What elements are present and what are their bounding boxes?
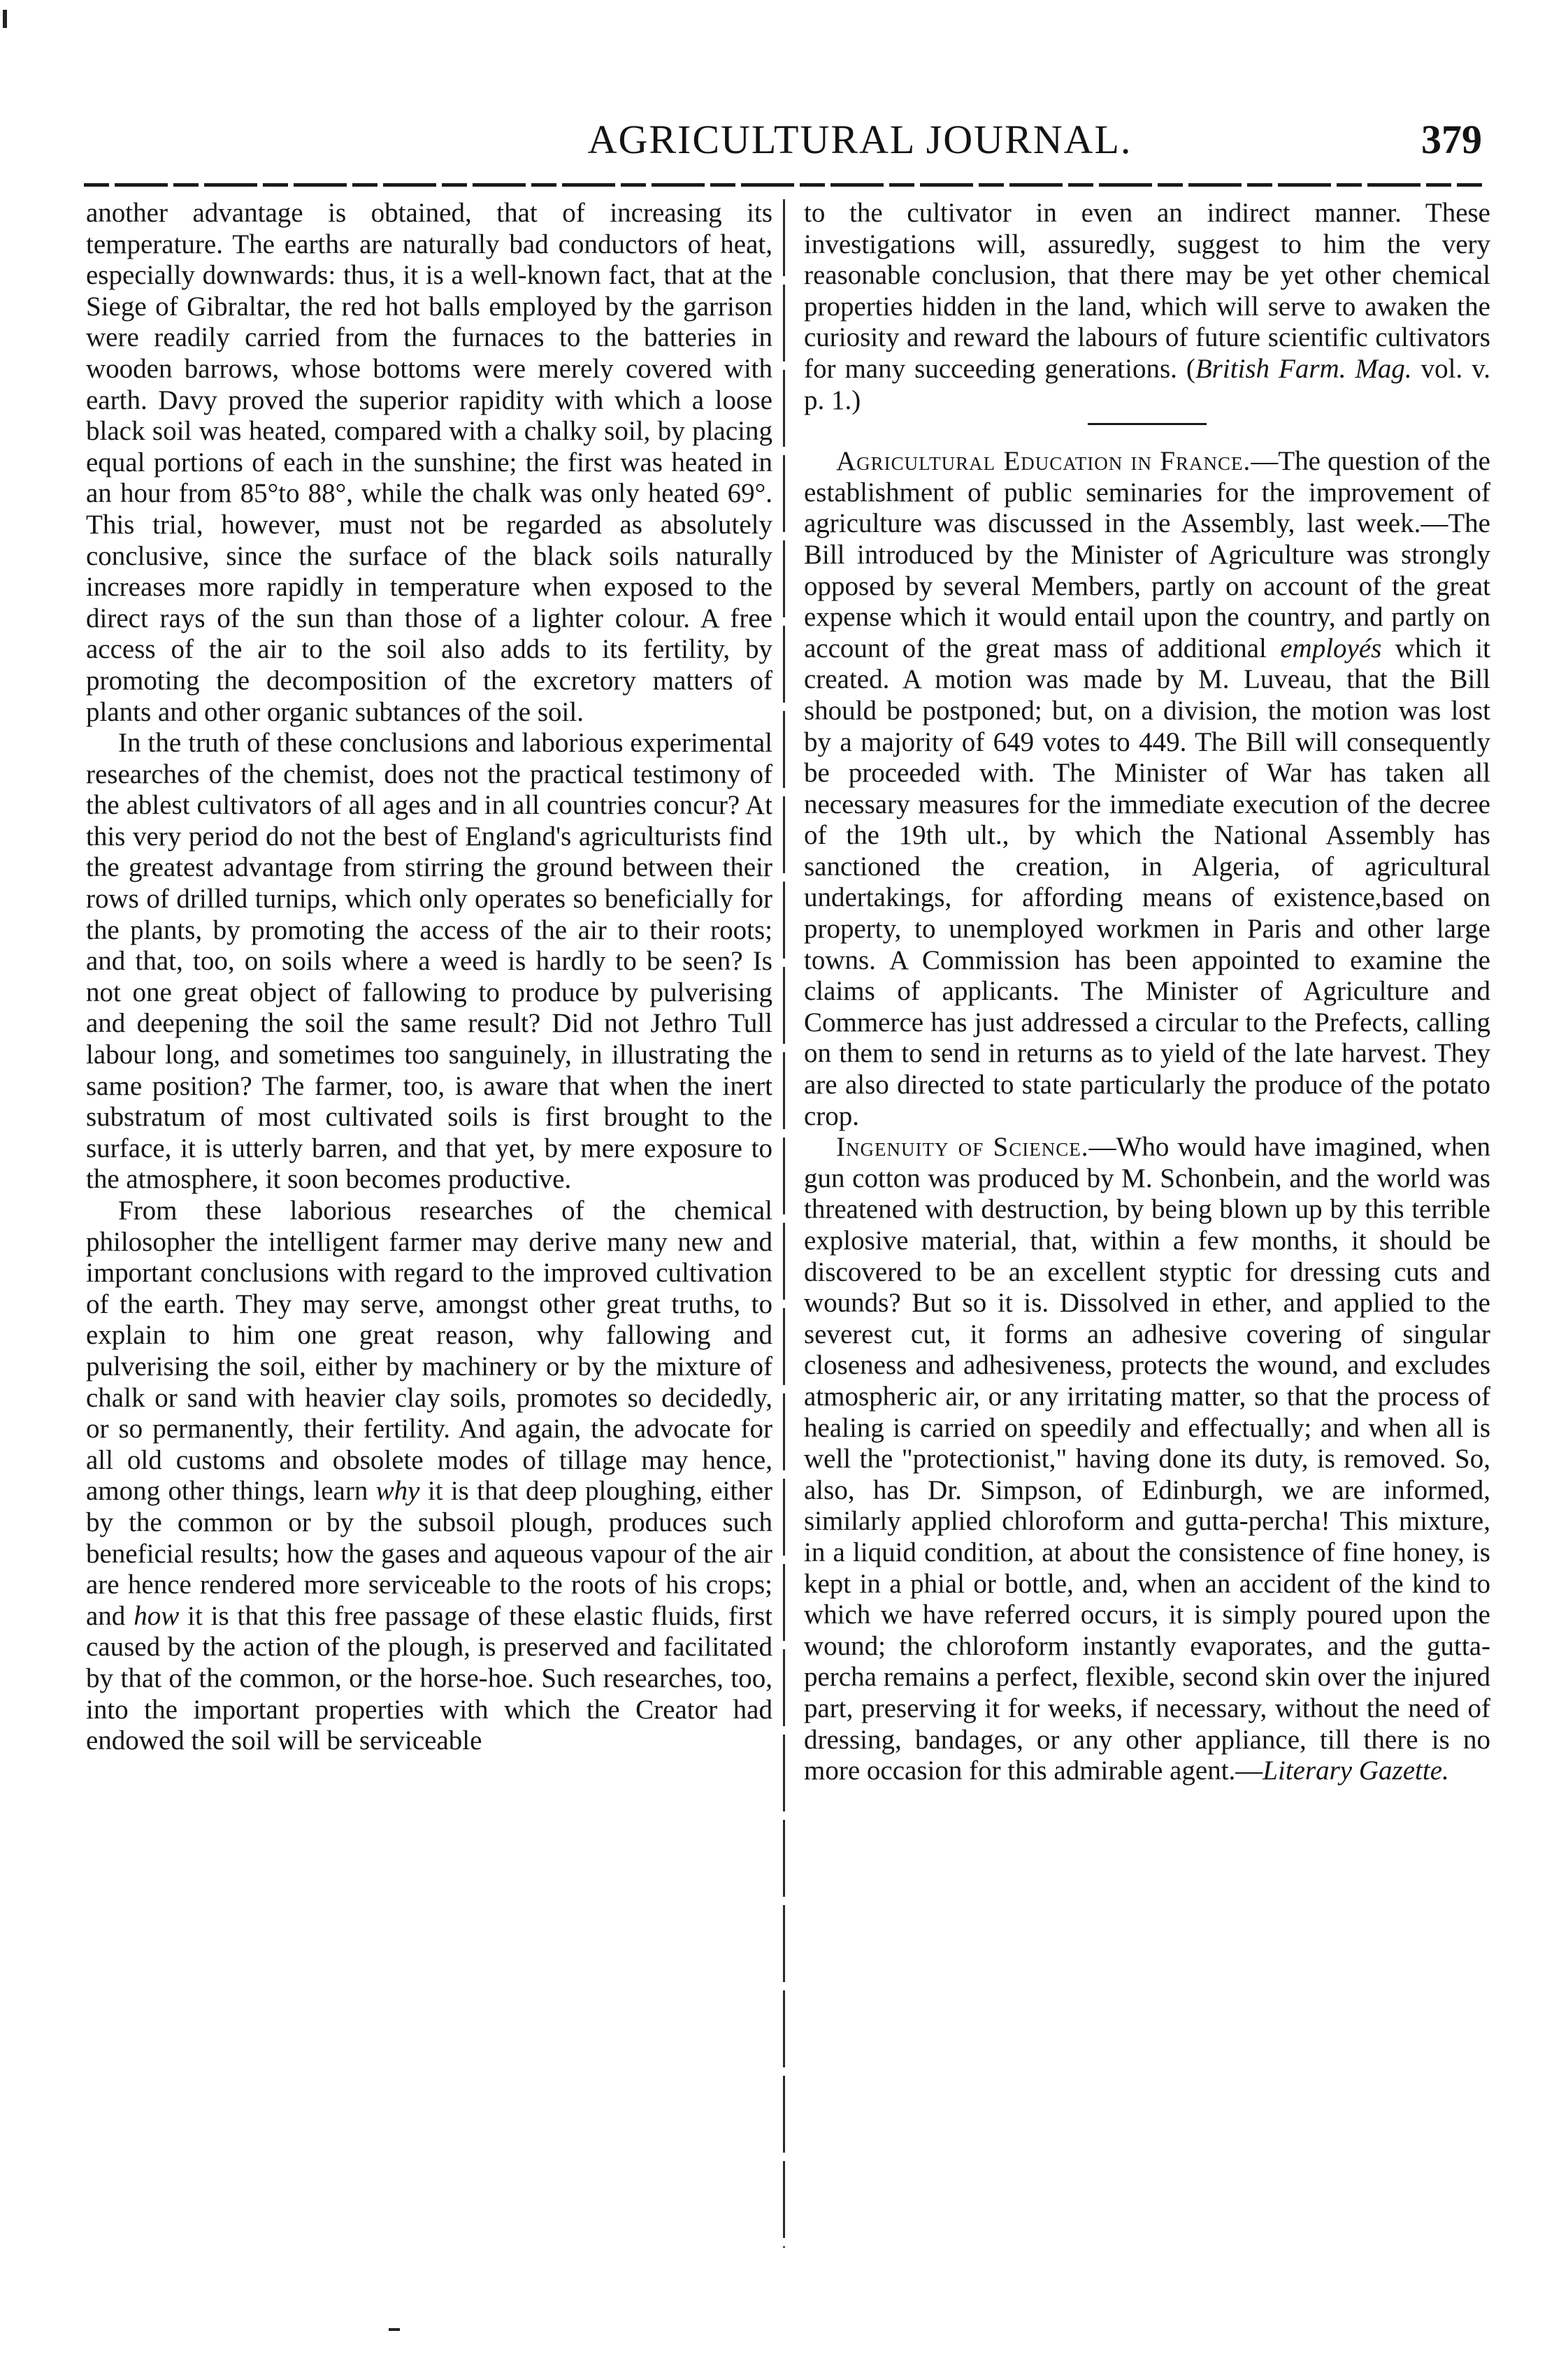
text-run: —Who would have imagined, when gun cotton was produced by M. Schonbein, and the world was threatened with destruction, by being blown up by this terrible explosive material, that, within a few months, it should be discovered to be an excellent styptic for dressing cuts and wounds? But so it is. Dissolved in ether, and applied to the severest cut, it forms an adhesive covering of singular closeness and adhesiveness, protects the wound, and excludes atmospheric air, or any irritating matter, so that the process of healing is carried on speedily and effectually; and when all is well the "protectionist," having done its duty, is removed. So, also, has Dr. Simpson, of Edinburgh, we are informed, similarly applied chloroform and gutta-percha! This mixture, in a liquid condition, at about the consistence of fine honey, is kept in a phial or bottle, and, when an accident of the kind to which we have referred occurs, it is simply poured upon the wound; the chloroform instantly evaporates, and the gutta-percha remains a perfect, flexible, second skin over the injured part, preserving it for weeks, if necessary, without the need of dressing, bandages, or any other appliance, till there is no more occasion for this admirable agent.— — [804, 1132, 1491, 1786]
text-run: which it created. A motion was made by M. Luveau, that the Bill should be postponed; but, on a division, the motion was lost by a majority of 649 votes to 449. The Bill will consequently be proceeded with. The Minister of War has taken all necessary measures for the immediate execution of the decree of the 19th ult., by which the National Assembly has sanctioned the creation, in Algeria, of agricultural undertakings, for affording means of existence,based on property, to unemployed workmen in Paris and other large towns. A Commission has been appointed to examine the claims of applicants. The Minister of Agriculture and Commerce has just addressed a circular to the Prefects, calling on them to send in returns as to yield of the late harvest. They are also directed to state particularly the produce of the potato crop. — [804, 633, 1491, 1131]
emphasis-employes: employés — [1280, 633, 1382, 663]
left-paragraph-3 — [86, 1196, 772, 1757]
left-paragraph-2: In the truth of these conclusions and laborious experimental researches of the chemist, does not the practical testimony of the ablest cultivators of all ages and in all countries concur? At this very period do not the best of England's agriculturists find the greatest advantage from stirring the ground between their rows of drilled turnips, which only operates so beneficially for the plants, by promoting the access of the air to their roots; and that, too, on soils where a weed is hardly to be seen? Is not one great object of fallowing to produce by pulverising and deepening the soil the same result? Did not Jethro Tull labour long, and sometimes too sanguinely, in illustrating the same position? The farmer, too, is aware that when the inert substratum of most cultivated soils is first brought to the surface, it is utterly barren, and that yet, by mere exposure to the atmosphere, it soon becomes productive. — [86, 728, 772, 1195]
right-column — [804, 198, 1490, 1787]
citation-source: British Farm. Mag. — [1195, 353, 1412, 384]
left-column — [86, 198, 772, 1757]
page-edge-mark — [3, 10, 7, 28]
bottom-mark — [389, 2328, 400, 2331]
article-agricultural-education — [804, 446, 1490, 1132]
emphasis-why: why — [375, 1476, 420, 1507]
article-heading: Ingenuity of Science. — [836, 1132, 1089, 1163]
article-heading: Agricultural Education in France. — [836, 446, 1251, 477]
header-rule — [84, 183, 1482, 187]
emphasis-how: how — [134, 1600, 180, 1631]
right-paragraph-1 — [804, 198, 1490, 416]
running-head — [84, 115, 1482, 164]
text-run: vol. v. p. 1.) — [804, 353, 1490, 415]
text-run: From these laborious researches of the chemical philosopher the intelligent farmer may derive many new and important conclusions with regard to the improved cultivation of the earth. They may serve, amongst other great truths, to explain to him one great reason, why fallowing and pulverising the soil, either by machinery or by the mixture of chalk or sand with heavier clay soils, promotes so decidedly, or so permanently, their fertility. And again, the advocate for all old customs and obsolete modes of tillage may hence, among other things, learn — [86, 1196, 772, 1507]
page-number: 379 — [1421, 117, 1482, 162]
left-paragraph-1: another advantage is obtained, that of increasing its temperature. The earths are naturally bad conductors of heat, especially downwards: thus, it is a well-known fact, that at the Siege of Gibraltar, the red hot balls employed by the garrison were readily carried from the furnaces to the batteries in wooden barrows, whose bottoms were merely covered with earth. Davy proved the superior rapidity with which a loose black soil was heated, compared with a chalky soil, by placing equal portions of each in the sunshine; the first was heated in an hour from 85°to 88°, while the chalk was only heated 69°. This trial, however, must not be regarded as absolutely conclusive, since the surface of the black soils naturally increases more rapidly in temperature when exposed to the direct rays of the sun than those of a lighter colour. A free access of the air to the soil also adds to its fertility, by promoting the decomposition of the excretory matters of plants and other organic subtances of the soil. — [86, 198, 772, 727]
section-separator — [1088, 423, 1207, 425]
text-run: to the cultivator in even an indirect manner. These investigations will, assuredly, suggest to him the very reasonable conclusion, that there may be yet other chemical properties hidden in the land, which will serve to awaken the curiosity and reward the labours of future scientific cultivators for many succeeding generations. ( — [804, 198, 1490, 384]
article-ingenuity-of-science — [804, 1132, 1490, 1786]
citation-source: Literary Gazette. — [1263, 1756, 1449, 1786]
text-run: it is that this free passage of these elastic fluids, first caused by the action of the plough, is preserved and facilitated by that of the common, or the horse-hoe. Such researches, too, into the important properties with which the Creator had endowed the soil will be serviceable — [86, 1600, 772, 1756]
text-run: it is that deep ploughing, either by the common or by the subsoil plough, produces such beneficial results; how the gases and aqueous vapour of the air are hence rendered more serviceable to the roots of his crops; and — [86, 1476, 772, 1631]
column-divider — [783, 199, 785, 2248]
text-run: —The question of the establishment of public seminaries for the improvement of agriculture was discussed in the Assembly, last week.—The Bill introduced by the Minister of Agriculture was strongly opposed by several Members, partly on account of the great expense which it would entail upon the country, and partly on account of the great mass of additional — [804, 446, 1490, 663]
running-title: AGRICULTURAL JOURNAL. — [587, 117, 1132, 162]
